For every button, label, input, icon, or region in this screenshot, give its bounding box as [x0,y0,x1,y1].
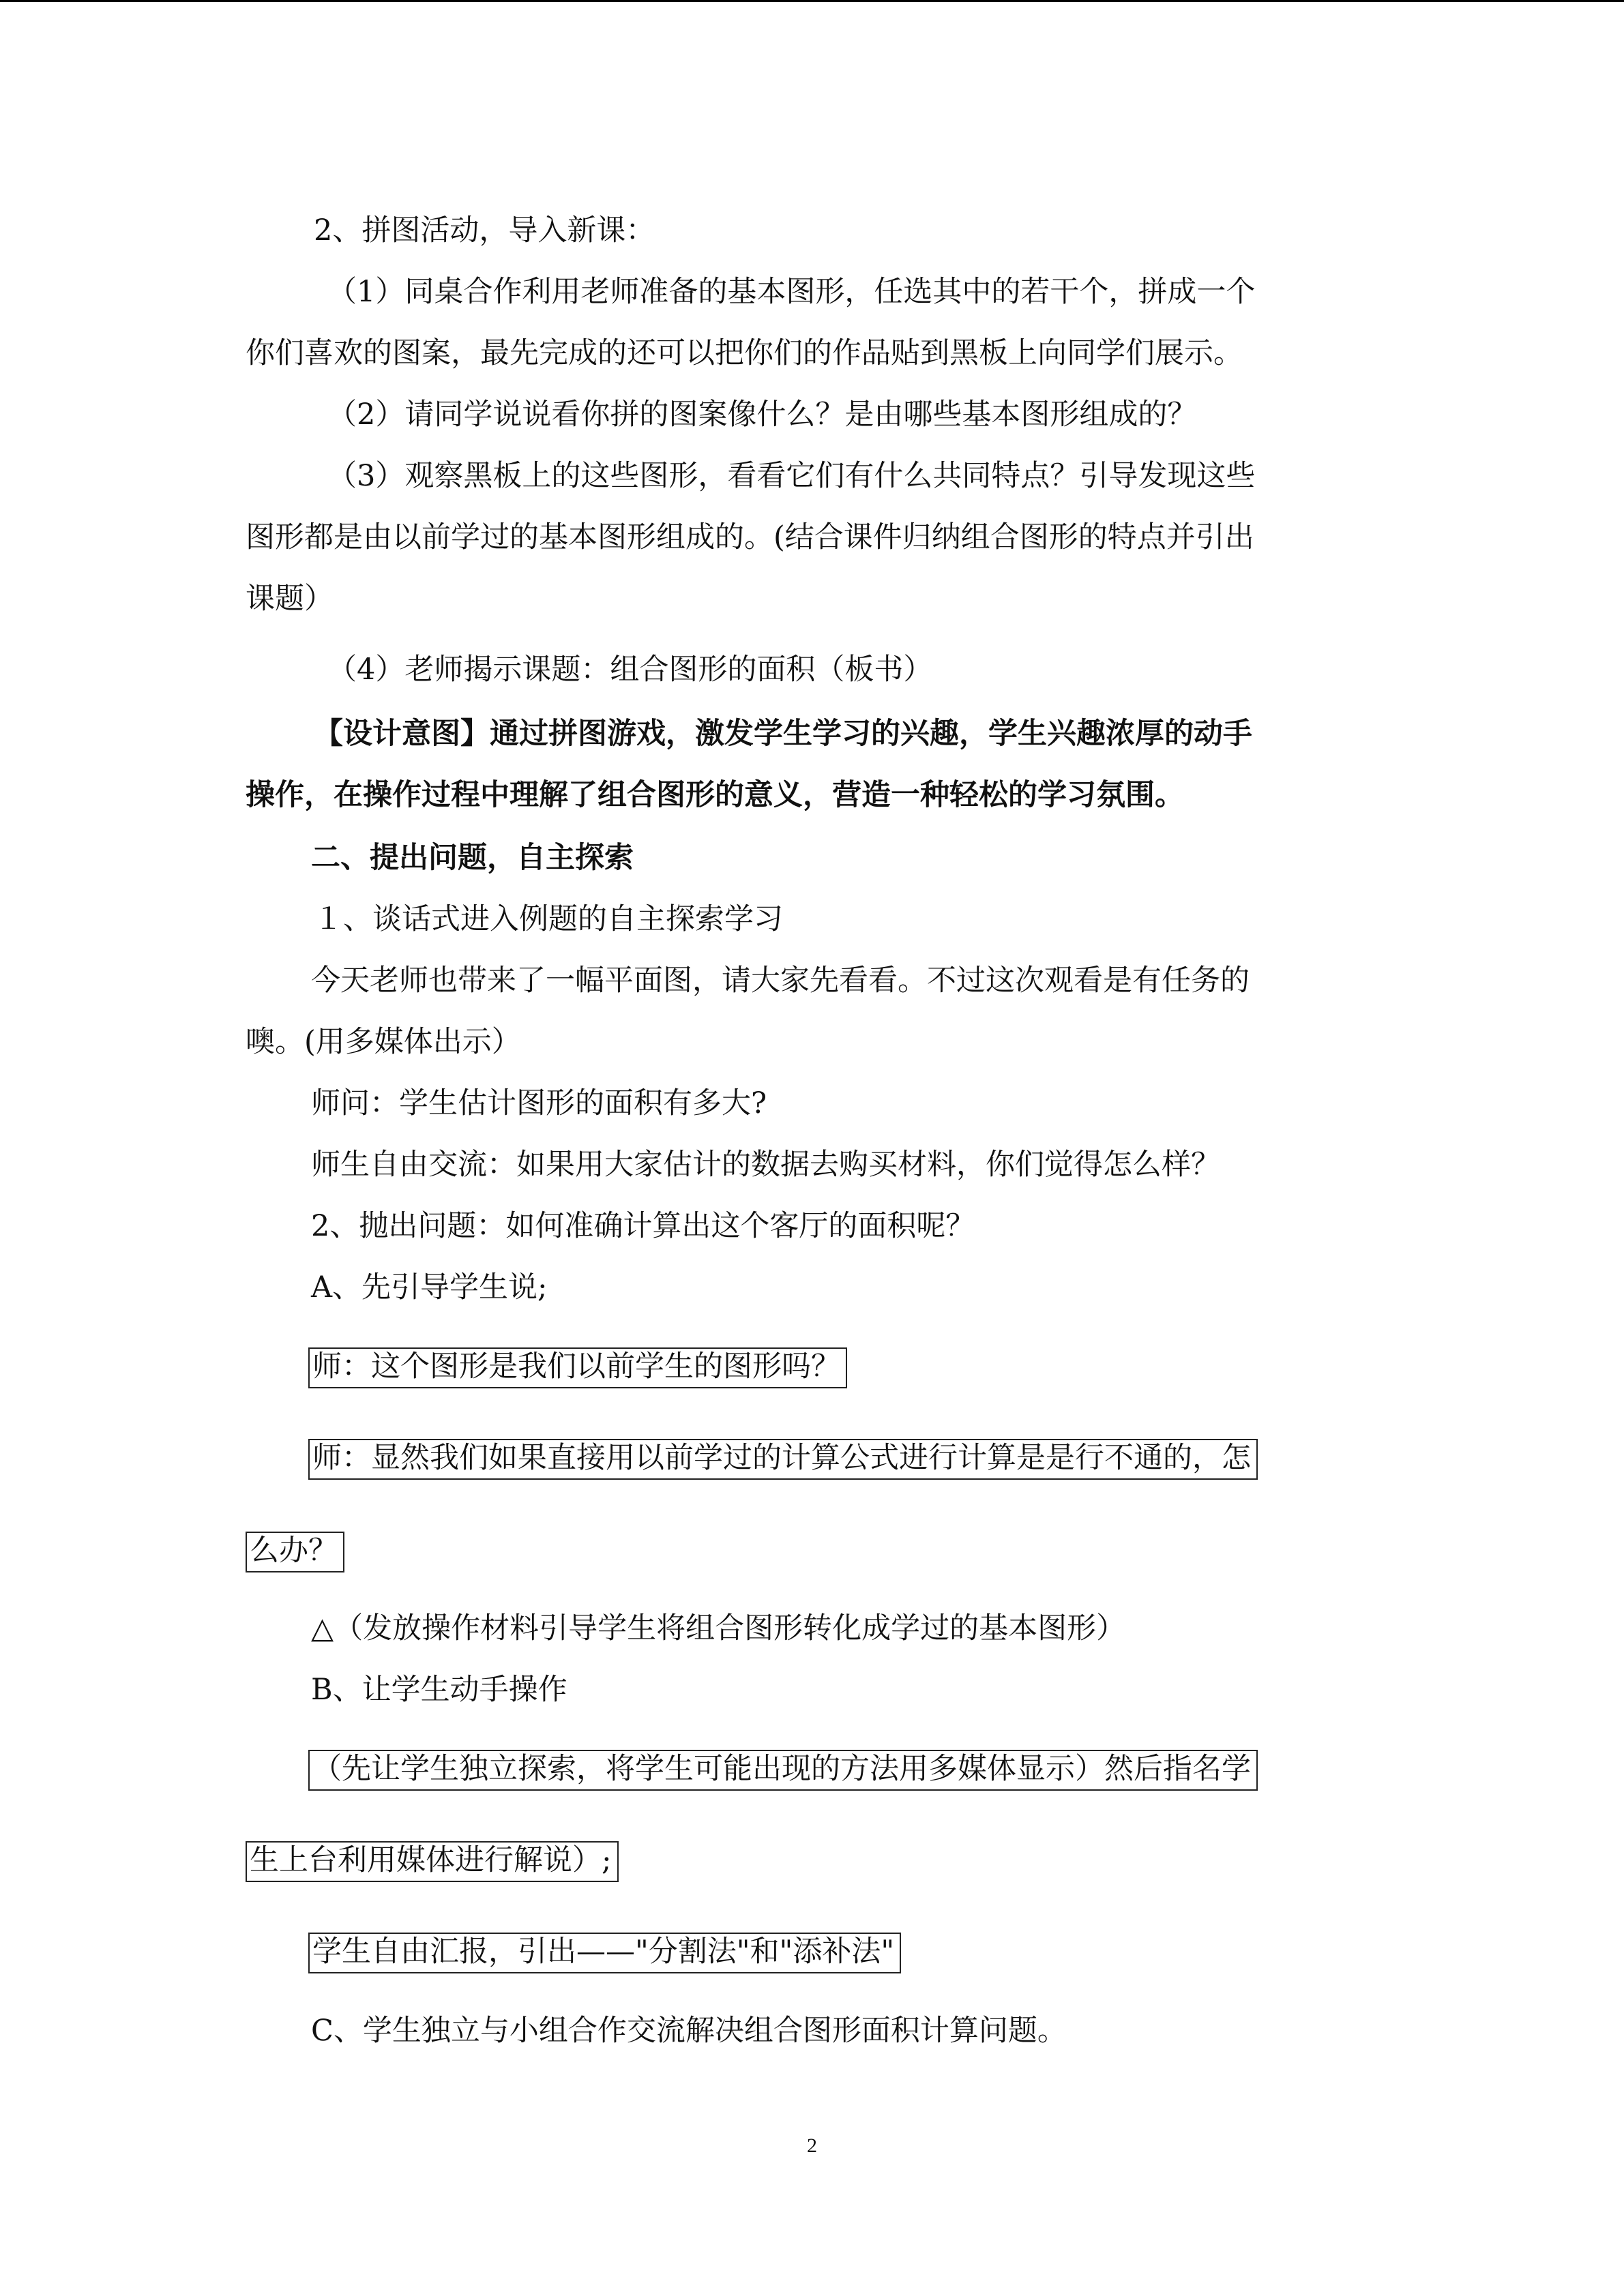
section-heading: 二、提出问题，自主探索 [311,841,634,875]
boxed-text: 学生自由汇报，引出——"分割法"和"添补法" [308,1933,901,1973]
text-line: （4）老师揭示课题：组合图形的面积（板书） [327,653,933,687]
page-top-rule [0,0,1624,2]
text-line: 2、抛出问题：如何准确计算出这个客厅的面积呢？ [311,1209,975,1243]
text-line: 师生自由交流：如果用大家估计的数据去购买材料，你们觉得怎么样？ [311,1148,1220,1182]
text-line: 你们喜欢的图案，最先完成的还可以把你们的作品贴到黑板上向同学们展示。 [246,336,1243,370]
text-line: （2）请同学说说看你拼的图案像什么？是由哪些基本图形组成的？ [327,398,1197,432]
design-intent-text: 【设计意图】通过拼图游戏，激发学生学习的兴趣，学生兴趣浓厚的动手 [314,717,1252,751]
text-line: A、先引导学生说; [311,1270,548,1304]
text-line: 噢。(用多媒体出示） [246,1025,521,1059]
text-line: 图形都是由以前学过的基本图形组成的。(结合课件归纳组合图形的特点并引出 [246,520,1254,554]
boxed-text: 师：这个图形是我们以前学生的图形吗？ [308,1347,847,1388]
text-line: （3）观察黑板上的这些图形，看看它们有什么共同特点？引导发现这些 [327,459,1256,493]
text-line: 今天老师也带来了一幅平面图，请大家先看看。不过这次观看是有任务的 [311,964,1250,998]
text-line: 师问：学生估计图形的面积有多大? [311,1086,767,1120]
page-number: 2 [807,2134,817,2157]
text-line: 2、拼图活动，导入新课： [314,213,655,248]
boxed-text: （先让学生独立探索，将学生可能出现的方法用多媒体显示）然后指名学 [308,1750,1258,1791]
text-line: B、让学生动手操作 [311,1673,567,1707]
text-line: １、谈话式进入例题的自主探索学习 [314,902,783,936]
text-line: △（发放操作材料引导学生将组合图形转化成学过的基本图形） [311,1611,1126,1645]
boxed-text: 么办？ [246,1532,344,1572]
boxed-text: 生上台利用媒体进行解说）; [246,1841,619,1882]
text-line: C、学生独立与小组合作交流解决组合图形面积计算问题。 [311,2014,1067,2048]
text-line: （1）同桌合作利用老师准备的基本图形，任选其中的若干个，拼成一个 [327,275,1256,309]
boxed-text: 师：显然我们如果直接用以前学过的计算公式进行计算是是行不通的，怎 [308,1439,1258,1480]
text-line: 课题） [246,582,334,616]
design-intent-text: 操作，在操作过程中理解了组合图形的意义，营造一种轻松的学习氛围。 [246,778,1184,812]
